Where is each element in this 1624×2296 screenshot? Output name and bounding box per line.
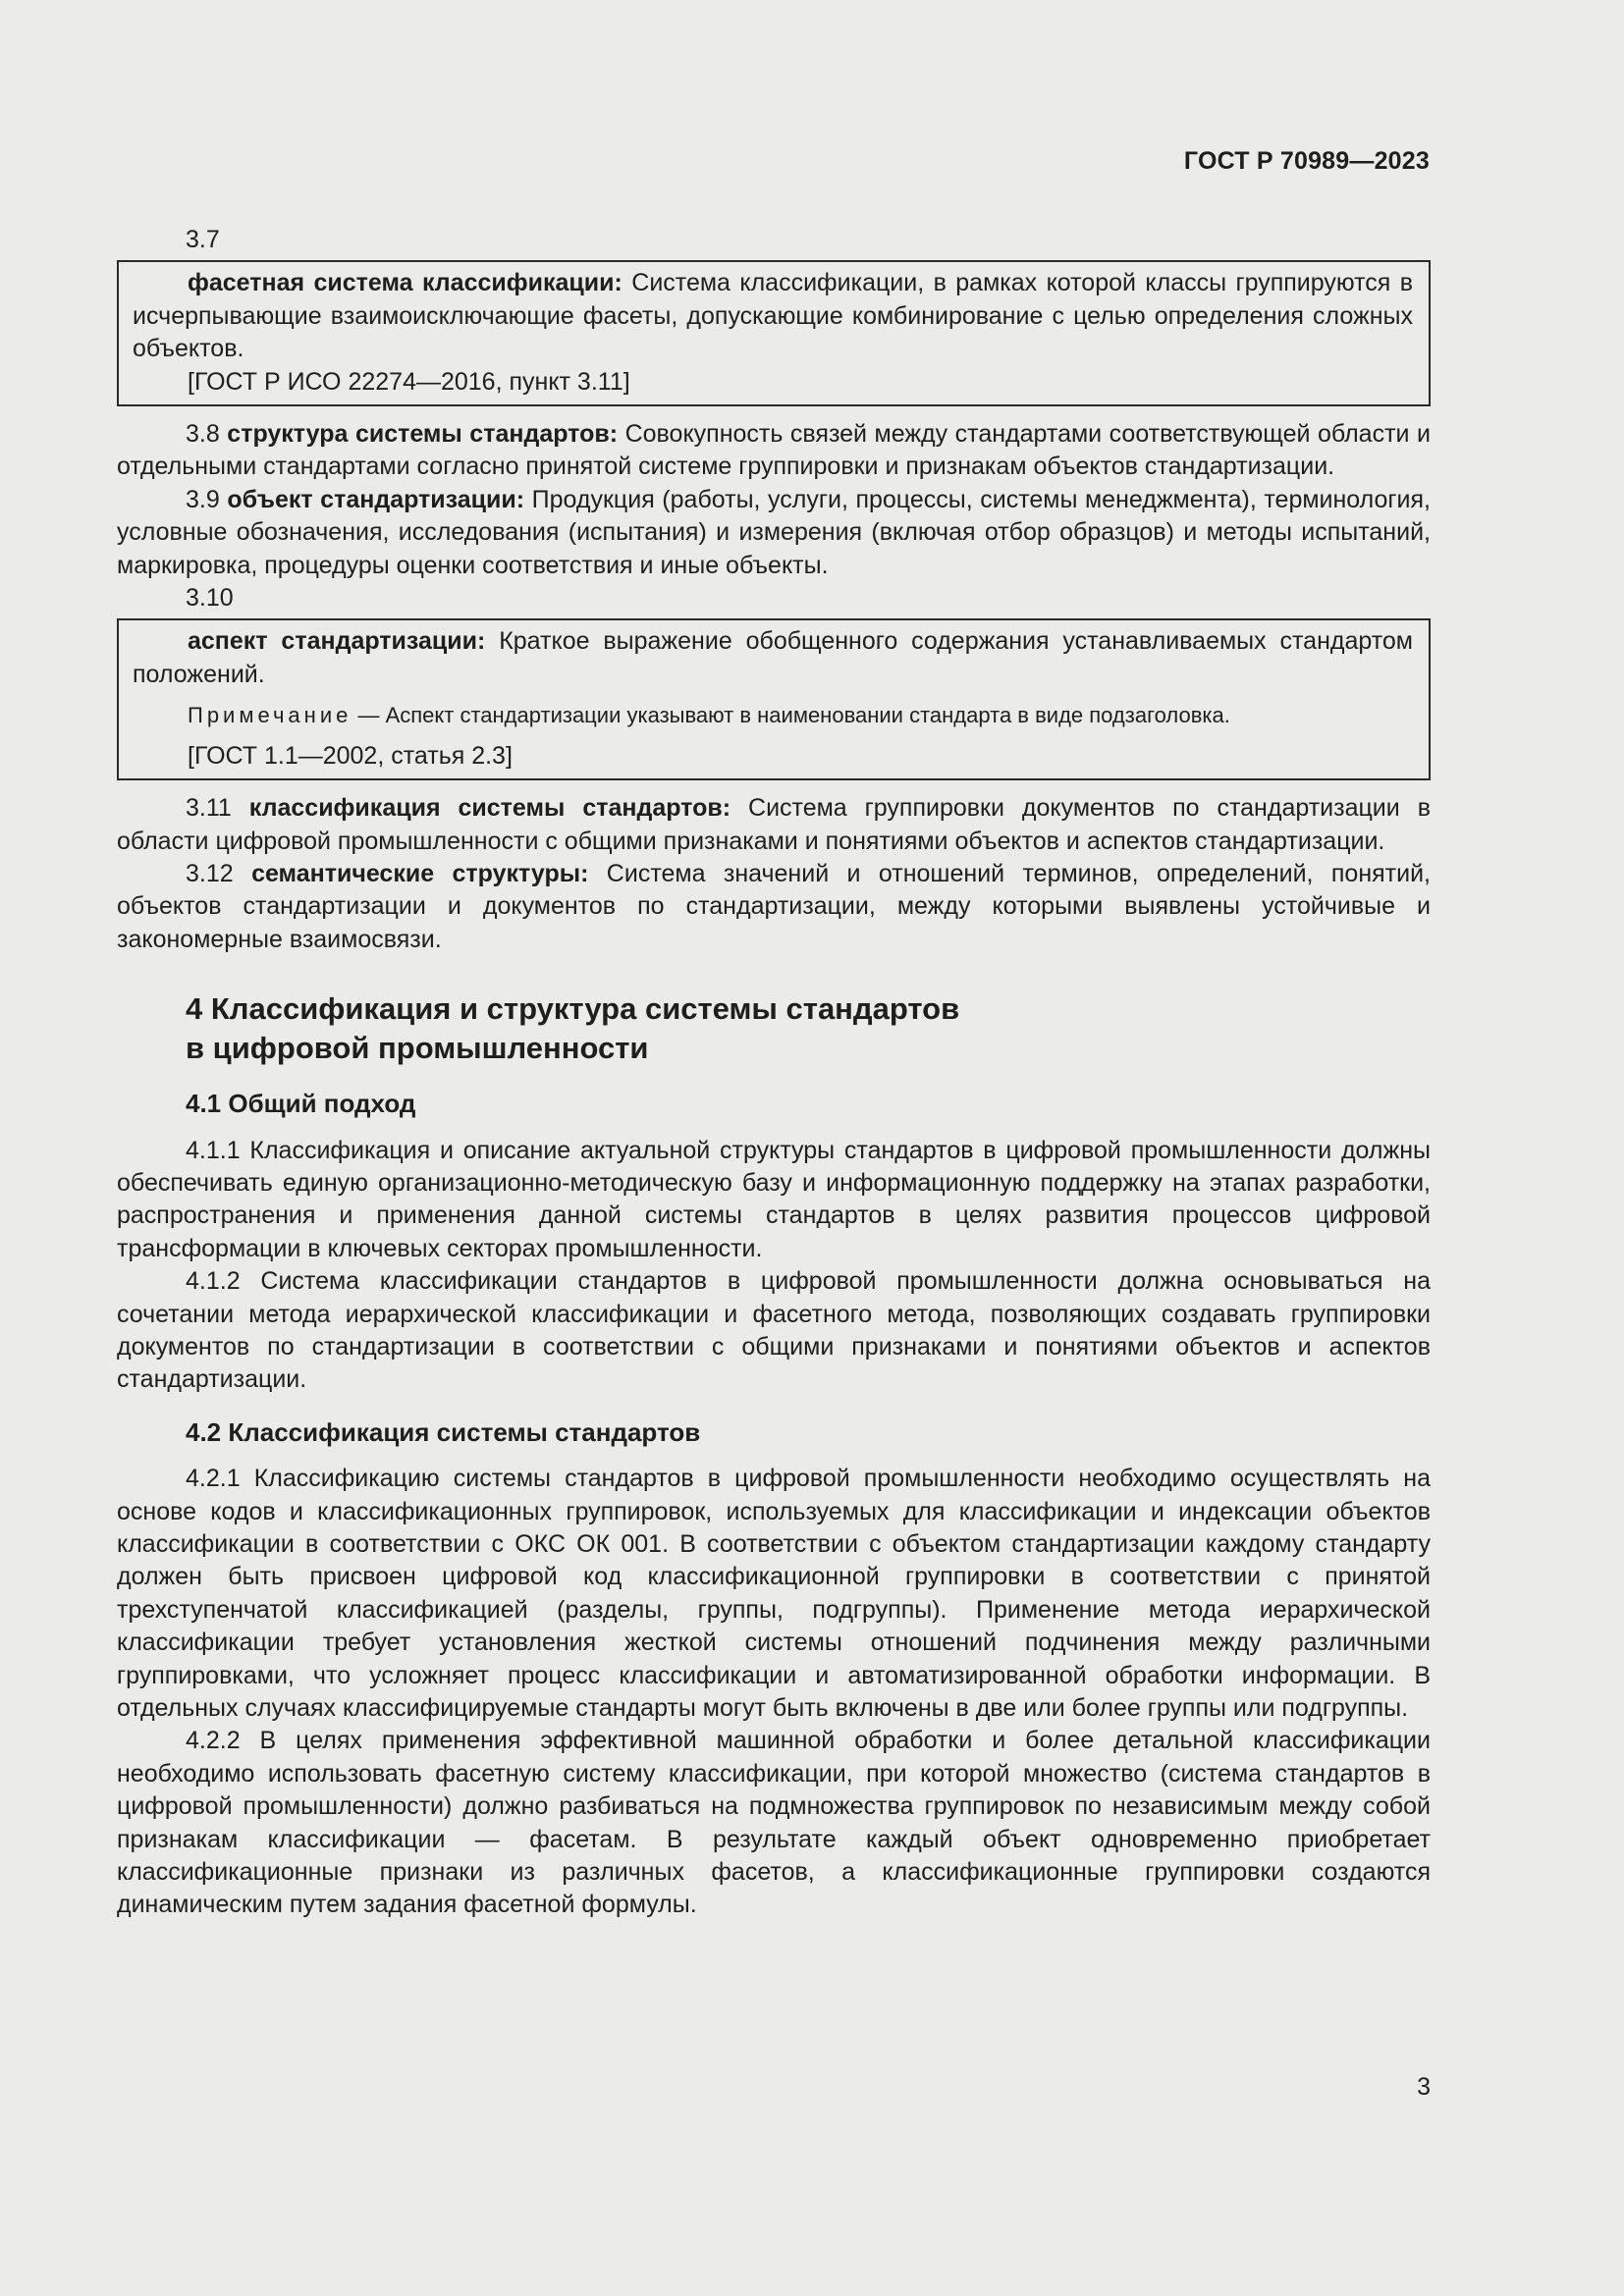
term-3-9: объект стандартизации:	[227, 485, 525, 513]
section-4-title-line-2: в цифровой промышленности	[186, 1031, 649, 1066]
term-definition-3-12	[117, 858, 1431, 956]
definition-3-7: Система классификации, в рамках которой классы группируются в исчерпывающие взаимоисключающие фасеты, допускающие комбинирование с целью определения сложных объектов.	[133, 269, 1413, 363]
note-text: — Аспект стандартизации указывают в наименовании стандарта в виде подзаголовка.	[352, 703, 1230, 728]
term-definition-3-9	[117, 484, 1431, 582]
definition-3-9: Продукция (работы, услуги, процессы, системы менеджмента), терминология, условные обозначения, исследования (испытания) и измерения (включая отбор образцов) и методы испытаний, маркировка, процедуры оценки соответствия и иные объекты.	[117, 485, 1431, 579]
definition-3-10: Краткое выражение обобщенного содержания устанавливаемых стандартом положений.	[133, 627, 1413, 688]
note-3-10	[133, 699, 1413, 731]
document-code-header: ГОСТ Р 70989—2023	[1183, 147, 1430, 175]
paragraph-4-1-2: 4.1.2 Система классификации стандартов в цифровой промышленности должна основываться на сочетании метода иерархической классификации и фасетного метода, позволяющих создавать группировки документов по стандартизации в соответствии с общими признаками и понятиями объектов и аспектов стандартизации.	[117, 1267, 1431, 1394]
term-definition-3-8	[117, 418, 1431, 484]
term-3-12: семантические структуры:	[251, 859, 589, 887]
note-label: Примечание	[188, 703, 352, 728]
term-definition-3-11	[117, 792, 1431, 858]
term-3-10: аспект стандартизации:	[188, 627, 486, 656]
subsection-4-2-heading: 4.2 Классификация системы стандартов	[186, 1416, 701, 1447]
source-3-7: [ГОСТ Р ИСО 22274—2016, пункт 3.11]	[188, 367, 630, 396]
source-3-10: [ГОСТ 1.1—2002, статья 2.3]	[188, 741, 513, 770]
term-number-3-12: 3.12	[186, 859, 234, 887]
term-number-3-11: 3.11	[186, 794, 232, 823]
term-3-8: структура системы стандартов:	[227, 420, 619, 449]
page-number: 3	[1417, 2073, 1431, 2101]
paragraph-4-2-2: 4.2.2 В целях применения эффективной машинной обработки и более детальной классификации необходимо использовать фасетную систему классификации, при которой множество (система стандартов в цифровой промышленности) должно разбиваться на подмножества группировок по независимым между собой признакам классификации — фасетам. В результате каждый объект одновременно приобретает классификационные признаки из различных фасетов, а классификационные группировки создаются динамическим путем задания фасетной формулы.	[117, 1727, 1431, 1919]
paragraph-4-2-1: 4.2.1 Классификацию системы стандартов в цифровой промышленности необходимо осуществлять на основе кодов и классификационных группировок, используемых для классификации и индексации объектов классификации в соответствии с ОКС ОК 001. В соответствии с объектом стандартизации каждому стандарту должен быть присвоен цифровой код классификационной группировки в соответствии с принятой трехступенчатой классификацией (разделы, группы, подгруппы). Применение метода иерархической классификации требует установления жесткой системы отношений подчинения между различными группировками, что усложняет процесс классификации и автоматизированной обработки информации. В отдельных случаях классифицируемые стандарты могут быть включены в две или более группы или подгруппы.	[117, 1465, 1431, 1723]
term-3-7: фасетная система классификации:	[188, 269, 623, 297]
section-4-title-line-1: 4 Классификация и структура системы стандартов	[186, 991, 960, 1027]
subsection-4-1-heading: 4.1 Общий подход	[186, 1089, 416, 1119]
term-box-3-10	[117, 618, 1431, 780]
term-box-3-7	[117, 260, 1431, 406]
definition-3-12: Система значений и отношений терминов, определений, понятий, объектов стандартизации и документов по стандартизации, между которыми выявлены устойчивые и закономерные взаимосвязи.	[117, 859, 1432, 953]
term-number-3-7: 3.7	[186, 226, 220, 253]
term-number-3-10: 3.10	[186, 584, 234, 613]
term-number-3-9: 3.9	[186, 485, 220, 513]
term-definition-3-10	[133, 625, 1413, 691]
term-definition-3-7	[133, 267, 1413, 365]
term-3-11: классификация системы стандартов:	[248, 794, 731, 823]
section-4-heading	[117, 989, 1431, 1068]
document-body	[117, 224, 1431, 1922]
paragraph-4-1-1: 4.1.1 Классификация и описание актуальной структуры стандартов в цифровой промышленности должны обеспечивать единую организационно-методическую базу и информационную поддержку на этапах разработки, распространения и применения данной системы стандартов в целях развития процессов цифровой трансформации в ключевых секторах промышленности.	[117, 1136, 1431, 1262]
definition-3-11: Система группировки документов по стандартизации в области цифровой промышленности с общими признаками и понятиями объектов и аспектов стандартизации.	[117, 794, 1431, 855]
definition-3-8: Совокупность связей между стандартами соответствующей области и отдельными стандартами согласно принятой системе группировки и признакам объектов стандартизации.	[117, 420, 1431, 481]
term-number-3-8: 3.8	[186, 420, 220, 449]
